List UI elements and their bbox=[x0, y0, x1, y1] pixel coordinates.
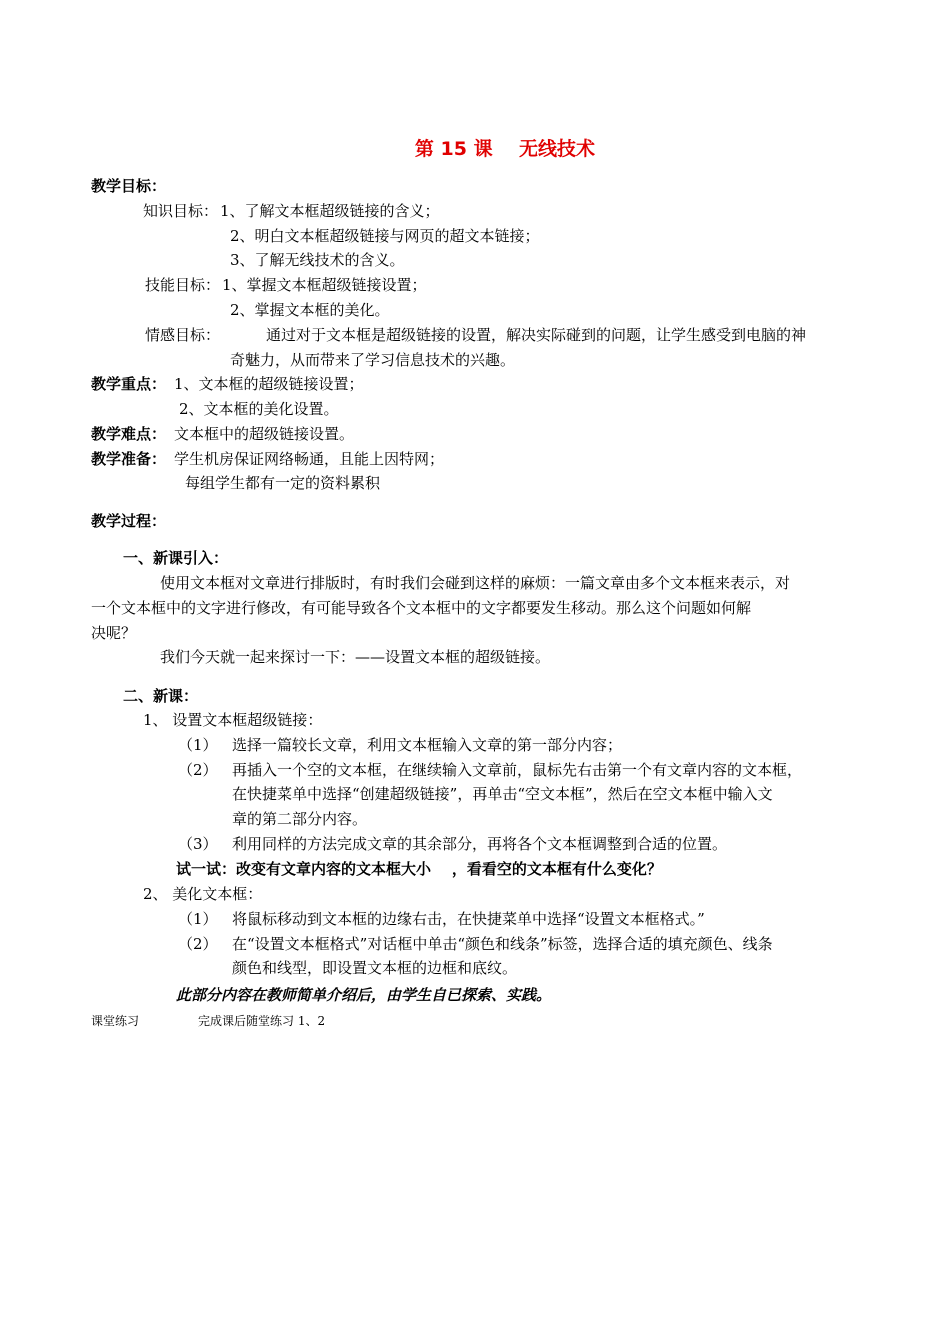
lesson-title: 第 15 课 无线技术 bbox=[414, 138, 596, 160]
new-lesson-heading: 二、新课： bbox=[123, 687, 199, 705]
step-number: （2） bbox=[178, 761, 218, 779]
intro-paragraph: 我们今天就一起来探讨一下：——设置文本框的超级链接。 bbox=[160, 648, 551, 666]
step-number: （2） bbox=[178, 935, 218, 953]
step-number: （1） bbox=[178, 736, 218, 754]
step-number: （3） bbox=[178, 835, 218, 853]
difficulty-text: 文本框中的超级链接设置。 bbox=[174, 425, 355, 443]
knowledge-item: 3、了解无线技术的含义。 bbox=[230, 251, 405, 269]
difficulty-label: 教学难点： bbox=[91, 425, 167, 443]
intro-paragraph: 决呢？ bbox=[91, 624, 137, 642]
practice-label: 课堂练习 bbox=[91, 1014, 140, 1028]
step-text: 在“设置文本框格式”对话框中单击“颜色和线条”标签，选择合适的填充颜色、线条 bbox=[232, 935, 773, 953]
try-it-prompt: 试一试：改变有文章内容的文本框大小 ，看看空的文本框有什么变化？ bbox=[176, 860, 662, 878]
skill-item: 1、掌握文本框超级链接设置； bbox=[222, 276, 427, 294]
step-text: 颜色和线型，即设置文本框的边框和底纹。 bbox=[232, 959, 518, 977]
step-text: 章的第二部分内容。 bbox=[232, 810, 368, 828]
intro-paragraph: 使用文本框对文章进行排版时，有时我们会碰到这样的麻烦：一篇文章由多个文本框来表示，对 bbox=[160, 574, 791, 592]
skill-item: 2、掌握文本框的美化。 bbox=[230, 301, 390, 319]
preparation-label: 教学准备： bbox=[91, 450, 167, 468]
section-heading: 2、 美化文本框： bbox=[143, 885, 263, 903]
practice-text: 完成课后随堂练习 1、2 bbox=[198, 1014, 326, 1028]
emotion-text: 通过对于文本框是超级链接的设置，解决实际碰到的问题，让学生感受到电脑的神 bbox=[266, 326, 807, 344]
section-heading: 1、 设置文本框超级链接： bbox=[143, 711, 323, 729]
knowledge-label: 知识目标： bbox=[143, 202, 219, 220]
objectives-heading: 教学目标： bbox=[91, 177, 167, 195]
knowledge-item: 1、了解文本框超级链接的含义； bbox=[220, 202, 440, 220]
process-heading: 教学过程： bbox=[91, 512, 167, 530]
step-text: 再插入一个空的文本框，在继续输入文章前，鼠标先右击第一个有文章内容的文本框， bbox=[232, 761, 803, 779]
preparation-item: 每组学生都有一定的资料累积 bbox=[185, 474, 381, 492]
intro-paragraph: 一个文本框中的文字进行修改，有可能导致各个文本框中的文字都要发生移动。那么这个问题如何解 bbox=[91, 599, 752, 617]
skill-label: 技能目标： bbox=[145, 276, 221, 294]
preparation-item: 学生机房保证网络畅通，且能上因特网； bbox=[174, 450, 445, 468]
knowledge-item: 2、明白文本框超级链接与网页的超文本链接； bbox=[230, 227, 540, 245]
emotion-label: 情感目标： bbox=[145, 326, 221, 344]
teacher-note: 此部分内容在教师简单介绍后，由学生自已探索、实践。 bbox=[176, 986, 552, 1004]
step-text: 将鼠标移动到文本框的边缘右击，在快捷菜单中选择“设置文本框格式。” bbox=[232, 910, 705, 928]
step-text: 利用同样的方法完成文章的其余部分，再将各个文本框调整到合适的位置。 bbox=[232, 835, 728, 853]
step-text: 在快捷菜单中选择“创建超级链接”，再单击“空文本框”，然后在空文本框中输入文 bbox=[232, 785, 773, 803]
key-points-label: 教学重点： bbox=[91, 375, 167, 393]
step-number: （1） bbox=[178, 910, 218, 928]
emotion-text: 奇魅力，从而带来了学习信息技术的兴趣。 bbox=[230, 351, 516, 369]
key-point-item: 1、文本框的超级链接设置； bbox=[174, 375, 364, 393]
intro-heading: 一、新课引入： bbox=[123, 549, 229, 567]
step-text: 选择一篇较长文章，利用文本框输入文章的第一部分内容； bbox=[232, 736, 623, 754]
key-point-item: 2、文本框的美化设置。 bbox=[179, 400, 339, 418]
